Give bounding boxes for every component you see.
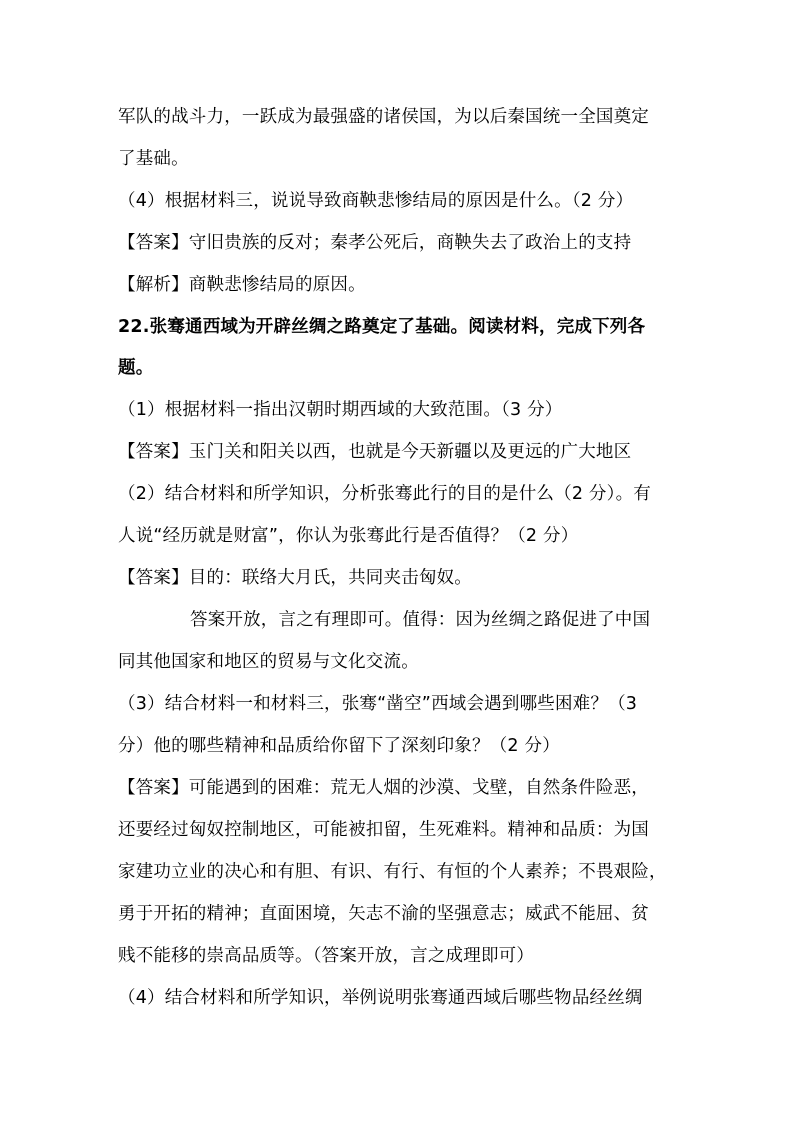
analysis-line: 【解析】商鞅悲惨结局的原因。 — [118, 275, 366, 295]
question-1-prompt: （1）根据材料一指出汉朝时期西域的大致范围。（3 分） — [118, 400, 563, 420]
paragraph-line: 军队的战斗力，一跃成为最强盛的诸侯国，为以后秦国统一全国奠定 — [118, 107, 649, 127]
answer-line: 还要经过匈奴控制地区，可能被扣留，生死难料。精神和品质：为国 — [118, 820, 649, 840]
question-22-heading: 22.张骞通西域为开辟丝绸之路奠定了基础。阅读材料，完成下列各 — [118, 317, 646, 337]
question-3-prompt: （3）结合材料一和材料三，张骞“凿空”西域会遇到哪些困难？（3 — [118, 694, 638, 714]
question-3-prompt-cont: 分）他的哪些精神和品质给你留下了深刻印象？（2 分） — [118, 736, 560, 756]
question-2-prompt: （2）结合材料和所学知识，分析张骞此行的目的是什么（2 分）。有 — [118, 484, 651, 504]
answer-line: 【答案】守旧贵族的反对；秦孝公死后，商鞅失去了政治上的支持 — [118, 233, 632, 253]
paragraph-line: 了基础。 — [118, 149, 189, 169]
answer-line: 同其他国家和地区的贸易与文化交流。 — [118, 652, 419, 672]
answer-line: 【答案】玉门关和阳关以西，也就是今天新疆以及更远的广大地区 — [118, 442, 632, 462]
answer-line: 勇于开拓的精神；直面困境，矢志不渝的坚强意志；威武不能屈、贫 — [118, 904, 649, 924]
answer-line: 【答案】目的：联络大月氏，共同夹击匈奴。 — [118, 568, 472, 588]
answer-line-indented: 答案开放，言之有理即可。值得：因为丝绸之路促进了中国 — [190, 610, 651, 630]
answer-line: 家建功立业的决心和有胆、有识、有行、有恒的个人素养；不畏艰险， — [118, 862, 667, 882]
question-4-prompt: （4）根据材料三，说说导致商鞅悲惨结局的原因是什么。（2 分） — [118, 191, 634, 211]
question-2-prompt-cont: 人说“经历就是财富”，你认为张骞此行是否值得？（2 分） — [118, 526, 579, 546]
question-22-heading-cont: 题。 — [118, 358, 154, 378]
answer-line: 贱不能移的崇高品质等。（答案开放，言之成理即可） — [118, 946, 535, 966]
answer-line: 【答案】可能遇到的困难：荒无人烟的沙漠、戈壁，自然条件险恶， — [118, 778, 649, 798]
question-4b-prompt: （4）结合材料和所学知识，举例说明张骞通西域后哪些物品经丝绸 — [118, 988, 643, 1008]
